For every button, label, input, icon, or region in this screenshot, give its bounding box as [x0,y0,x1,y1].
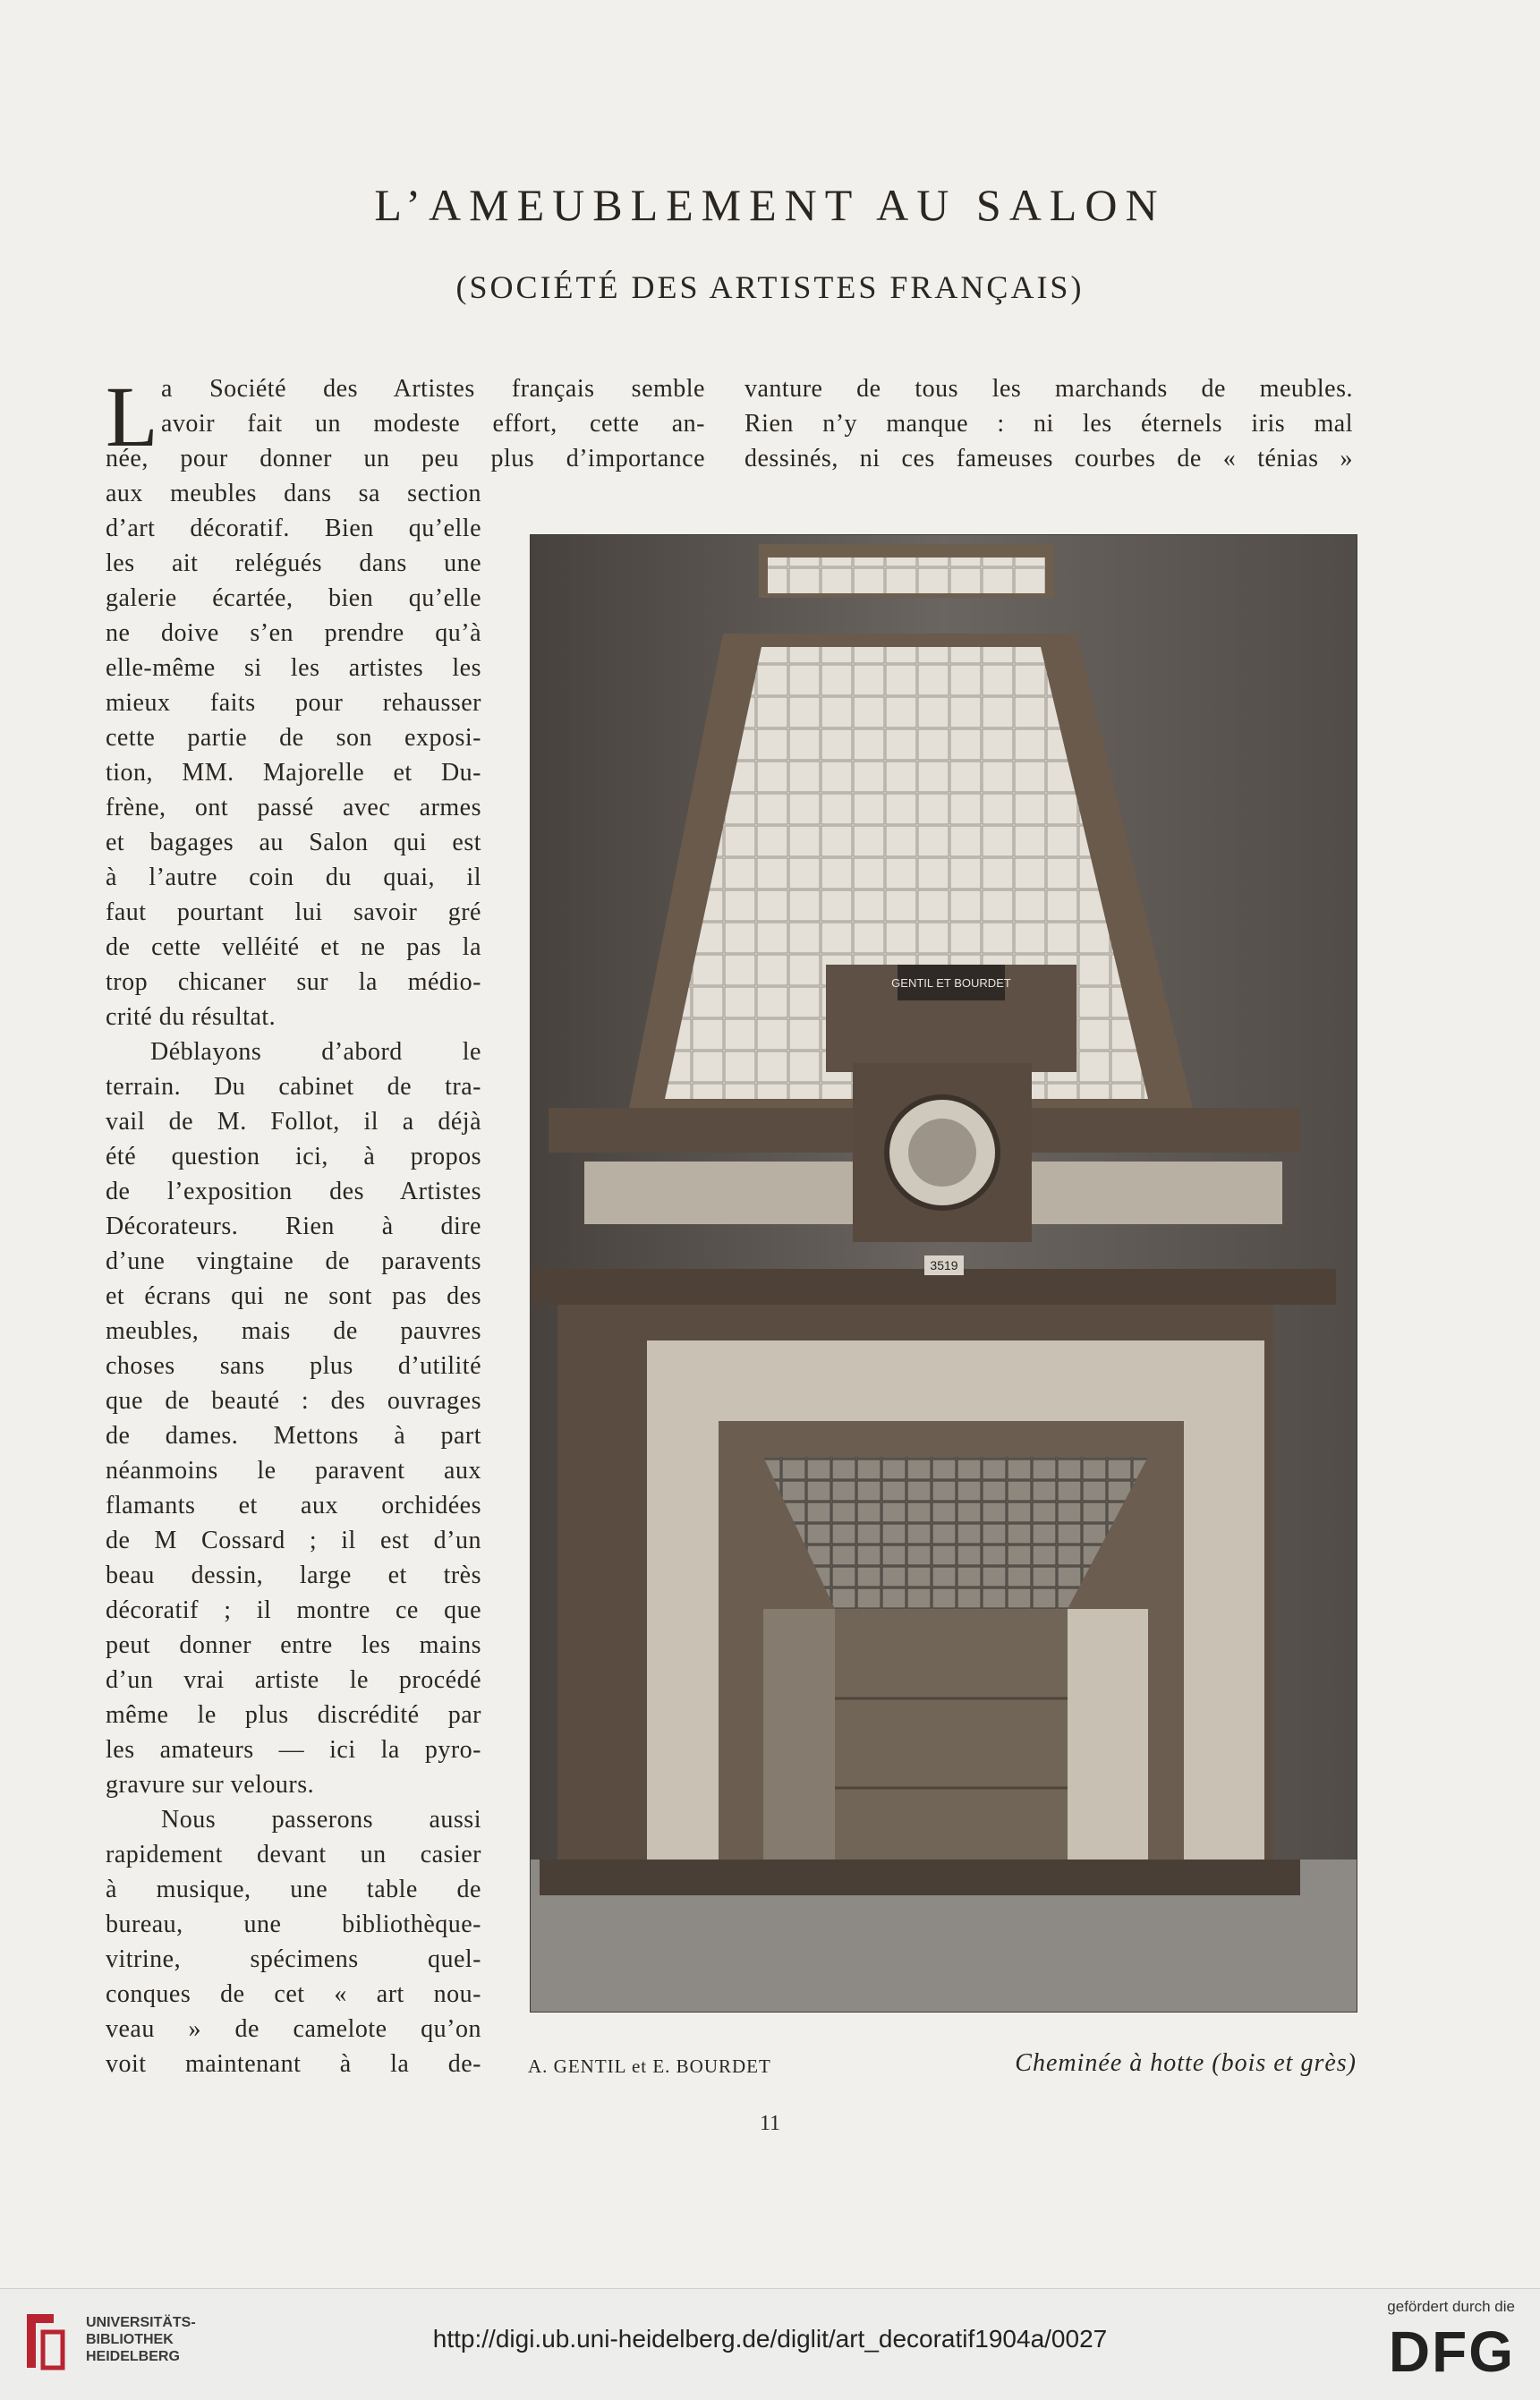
text-line: peut donner entre les mains [106,1631,481,1659]
text-line: à l’autre coin du quai, il [106,864,481,891]
text-line: de l’exposition des Artistes [106,1178,481,1205]
text-line: tion, MM. Majorelle et Du- [106,759,481,787]
text-line: elle-même si les artistes les [106,654,481,682]
text-line: Rien n’y manque : ni les éternels iris mal [744,410,1353,438]
text-line: a Société des Artistes français semble [161,375,705,403]
maker-plaque: GENTIL ET BOURDET [891,976,1011,990]
text-line: vanture de tous les marchands de meubles. [744,375,1353,403]
funding-note: gefördert durch die [1387,2298,1515,2315]
text-line: veau » de camelote qu’on [106,2015,481,2043]
text-line: de cette velléité et ne pas la [106,933,481,961]
text-line: été question ici, à propos [106,1143,481,1170]
text-line: que de beauté : des ouvrages [106,1387,481,1415]
text-line: conques de cet « art nou- [106,1980,481,2008]
article-subtitle: (SOCIÉTÉ DES ARTISTES FRANÇAIS) [455,269,1085,305]
text-line: faut pourtant lui savoir gré [106,898,481,926]
text-line: Nous passerons aussi [161,1806,481,1834]
drop-cap: L [106,369,158,464]
text-line: néanmoins le paravent aux [106,1457,481,1485]
text-line: et écrans qui ne sont pas des [106,1282,481,1310]
text-line: d’une vingtaine de paravents [106,1247,481,1275]
right-column-text [744,371,1353,476]
text-line: dessinés, ni ces fameuses courbes de « ténias » [744,445,1353,472]
text-line: trop chicaner sur la médio- [106,968,481,996]
text-line: Décorateurs. Rien à dire [106,1213,481,1240]
text-line: vitrine, spécimens quel- [106,1945,481,1973]
text-line: flamants et aux orchidées [106,1492,481,1519]
text-line: frène, ont passé avec armes [106,794,481,821]
library-name-line: UNIVERSITÄTS- [86,2315,196,2330]
fireplace-illustration [531,535,1357,2012]
article-title: L’AMEUBLEMENT AU SALON [374,180,1166,230]
text-line: de M Cossard ; il est d’un [106,1527,481,1554]
dfg-logo: DFG [1388,2319,1515,2384]
text-line: d’art décoratif. Bien qu’elle [106,515,481,542]
text-line: rapidement devant un casier [106,1841,481,1868]
text-line: galerie écartée, bien qu’elle [106,584,481,612]
page-number: 11 [759,2112,781,2135]
text-line: à musique, une table de [106,1876,481,1903]
text-line: choses sans plus d’utilité [106,1352,481,1380]
library-name-line: HEIDELBERG [86,2349,180,2364]
text-line: née, pour donner un peu plus d’importance [106,445,705,472]
text-line: cette partie de son exposi- [106,724,481,752]
text-line: avoir fait un modeste effort, cette an- [161,410,705,438]
text-line: mieux faits pour rehausser [106,689,481,717]
text-line: Déblayons d’abord le [150,1038,481,1066]
library-name-line: BIBLIOTHEK [86,2332,174,2347]
text-line: beau dessin, large et très [106,1562,481,1589]
text-line: voit maintenant à la de- [106,2050,481,2078]
digitization-footer [0,2288,1540,2400]
text-line: et bagages au Salon qui est [106,829,481,856]
text-line: terrain. Du cabinet de tra- [106,1073,481,1101]
exhibit-number: 3519 [930,1258,958,1272]
text-line: de dames. Mettons à part [106,1422,481,1450]
text-line: même le plus discrédité par [106,1701,481,1729]
text-line: les ait relégués dans une [106,549,481,577]
text-line: bureau, une bibliothèque- [106,1911,481,1938]
text-line: meubles, mais de pauvres [106,1317,481,1345]
text-line: les amateurs — ici la pyro- [106,1736,481,1764]
text-line: vail de M. Follot, il a déjà [106,1108,481,1136]
figure-credit: A. GENTIL et E. BOURDET [528,2055,771,2077]
text-line: aux meubles dans sa section [106,480,481,507]
source-url[interactable]: http://digi.ub.uni-heidelberg.de/diglit/art_decoratif1904a/0027 [432,2325,1108,2353]
figure-caption: Cheminée à hotte (bois et grès) [1015,2049,1357,2077]
text-line: décoratif ; il montre ce que [106,1596,481,1624]
text-line: gravure sur velours. [106,1771,315,1799]
fireplace-photograph [530,534,1357,2013]
text-line: ne doive s’en prendre qu’à [106,619,481,647]
text-line: d’un vrai artiste le procédé [106,1666,481,1694]
text-line: crité du résultat. [106,1003,277,1031]
